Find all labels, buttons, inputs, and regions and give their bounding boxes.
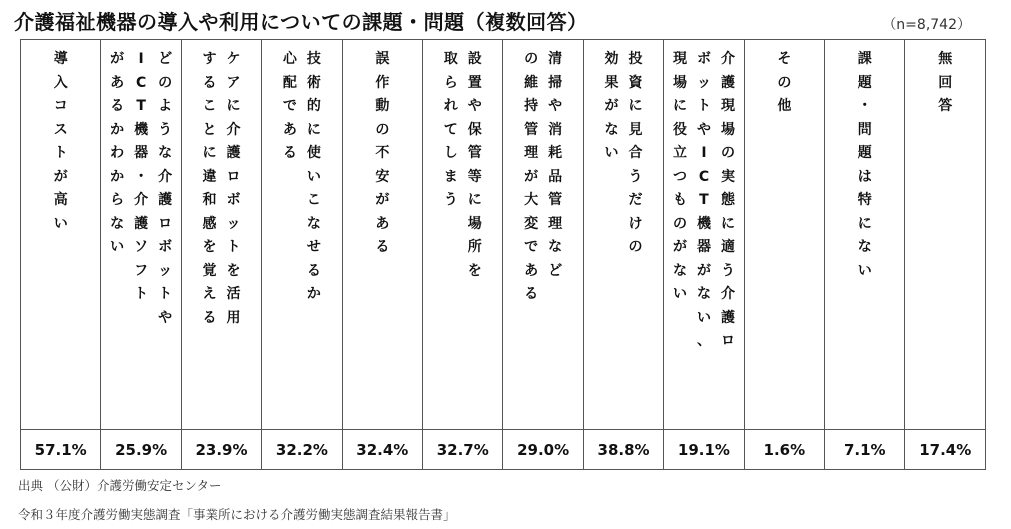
category-label: 設 置 や 保 管 等 に 場 所 を: [467, 51, 482, 279]
value-row: [21, 430, 986, 470]
category-label: 課 題 ・ 問 題 は 特 に な い: [857, 51, 872, 279]
value-label: 23.9%: [181, 430, 261, 470]
report-line: 令和３年度介護労働実態調査「事業所における介護労働実態調査結果報告書」: [18, 507, 456, 522]
category-label: 導 入 コ ス ト が 高 い: [53, 51, 68, 232]
category-header-cell: [262, 40, 342, 430]
category-label: 介 護 現 場 の 実 態 に 適 う 介 護 ロ: [720, 51, 735, 349]
category-header-cell: [664, 40, 744, 430]
category-label: す る こ と に 違 和 感 を 覚 え る: [202, 51, 217, 326]
category-label: 心 配 で あ る: [282, 51, 297, 161]
value-label: 19.1%: [664, 430, 744, 470]
source-line: 出典 （公財）介護労働安定センター: [18, 478, 222, 493]
value-label: 57.1%: [21, 430, 101, 470]
value-label: 25.9%: [101, 430, 181, 470]
category-label: 投 資 に 見 合 う だ け の: [628, 51, 643, 255]
category-label: 誤 作 動 の 不 安 が あ る: [375, 51, 390, 255]
category-header-cell: [21, 40, 101, 430]
survey-table: [20, 39, 986, 470]
category-label: 現 場 に 役 立 つ も の が な い: [672, 51, 687, 302]
category-header-cell: [423, 40, 503, 430]
category-header-cell: [744, 40, 824, 430]
category-header-cell: [342, 40, 422, 430]
value-label: 32.4%: [342, 430, 422, 470]
sample-size-label: （n=8,742）: [882, 17, 971, 33]
category-header-cell: [101, 40, 181, 430]
category-label: 清 掃 や 消 耗 品 管 理 な ど: [548, 51, 563, 279]
category-header-cell: [503, 40, 583, 430]
category-label: I C T 機 器 ・ 介 護 ソ フ ト: [134, 51, 149, 302]
value-label: 17.4%: [905, 430, 986, 470]
category-header-row: [21, 40, 986, 430]
value-label: 38.8%: [583, 430, 663, 470]
category-label: が あ る か わ か ら な い: [110, 51, 125, 255]
value-label: 7.1%: [825, 430, 905, 470]
value-label: 1.6%: [744, 430, 824, 470]
chart-title: 介護福祉機器の導入や利用についての課題・問題（複数回答）: [14, 10, 588, 34]
value-label: 32.2%: [262, 430, 342, 470]
category-label: 効 果 が な い: [604, 51, 619, 161]
category-label: 取 ら れ て し ま う: [443, 51, 458, 208]
category-label: そ の 他: [777, 51, 792, 114]
category-header-cell: [905, 40, 986, 430]
category-header-cell: [181, 40, 261, 430]
category-header-cell: [583, 40, 663, 430]
category-label: ボ ッ ト や I C T 機 器 が な い 、: [696, 51, 711, 349]
category-label: 無 回 答: [938, 51, 953, 114]
category-label: ケ ア に 介 護 ロ ボ ッ ト を 活 用: [226, 51, 241, 326]
value-label: 32.7%: [423, 430, 503, 470]
category-label: ど の よ う な 介 護 ロ ボ ッ ト や: [158, 51, 173, 326]
category-header-cell: [825, 40, 905, 430]
category-label: 技 術 的 に 使 い こ な せ る か: [306, 51, 321, 302]
value-label: 29.0%: [503, 430, 583, 470]
category-label: の 維 持 管 理 が 大 変 で あ る: [524, 51, 539, 302]
